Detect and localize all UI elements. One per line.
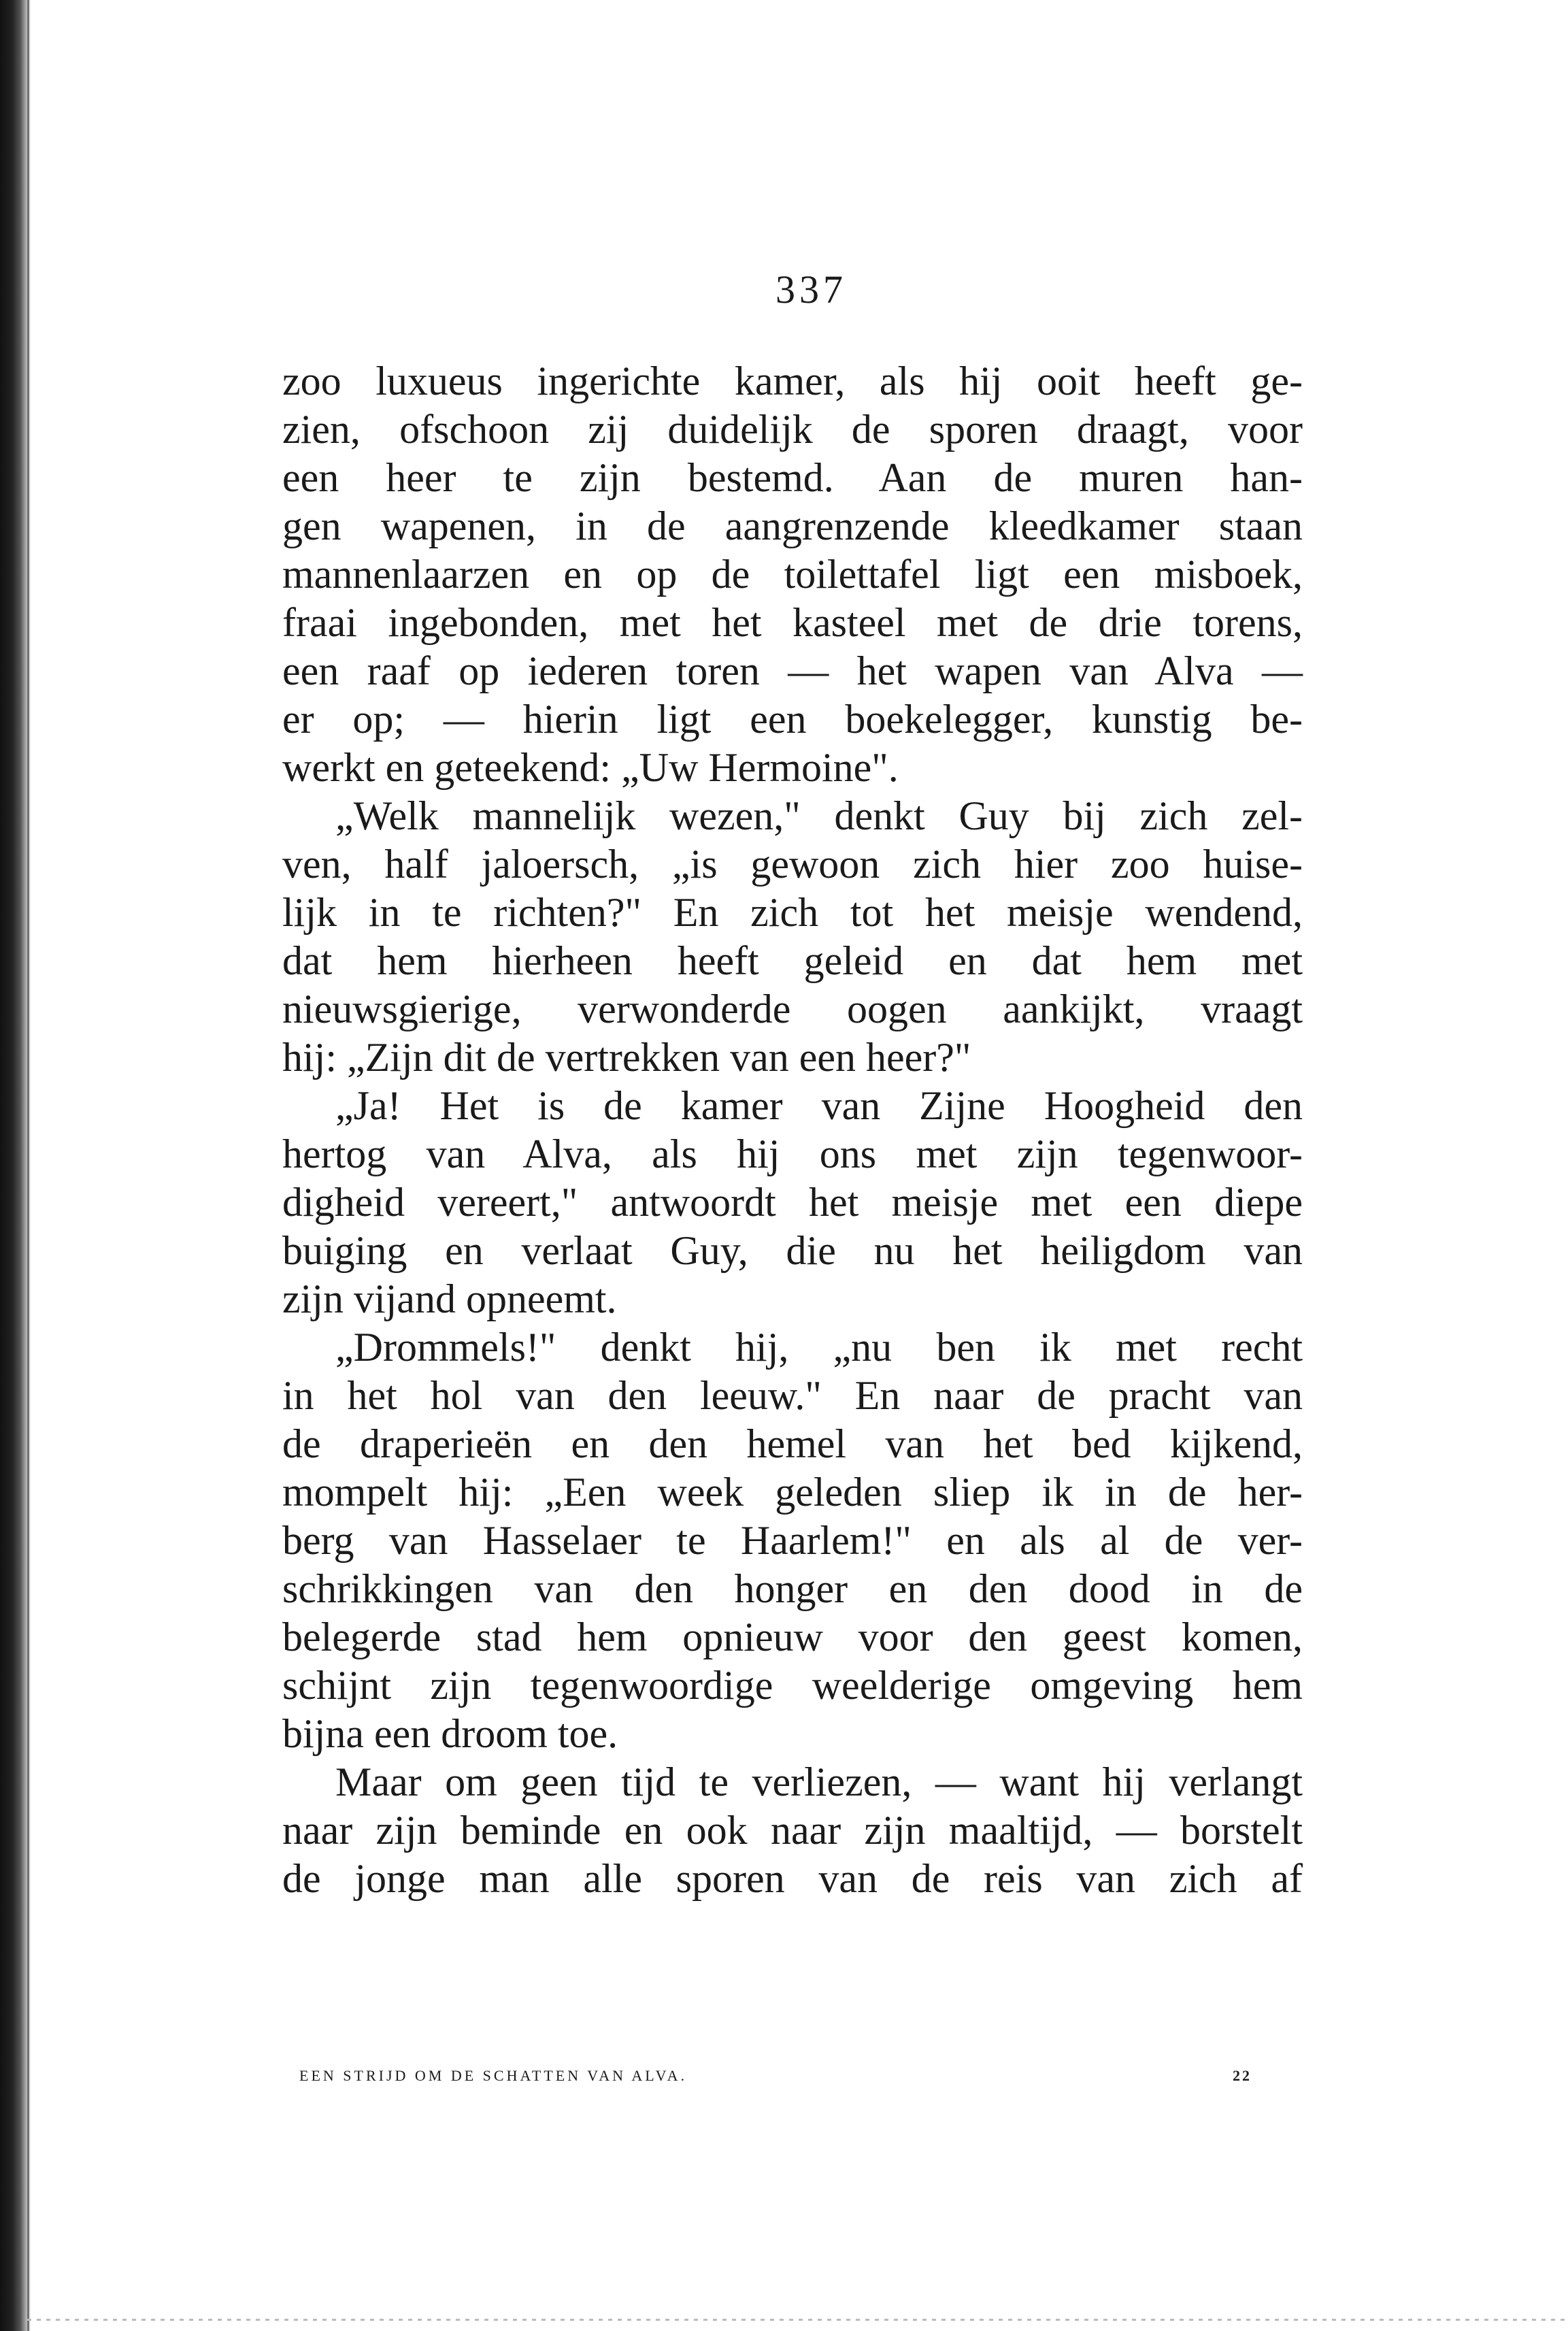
text-line: belegerde stad hem opnieuw voor den geest komen, (282, 1615, 1303, 1659)
book-gutter-line (27, 0, 29, 2331)
text-line: in het hol van den leeuw." En naar de pracht van (282, 1373, 1303, 1418)
text-line: er op; — hierin ligt een boekelegger, kunstig be- (282, 697, 1303, 742)
page-footer (299, 2067, 1306, 2094)
page-number: 337 (775, 267, 847, 312)
text-line: hij: „Zijn dit de vertrekken van een heer?" (282, 1035, 971, 1080)
text-line: zijn vijand opneemt. (282, 1276, 617, 1321)
text-line: gen wapenen, in de aangrenzende kleedkamer staan (282, 503, 1303, 548)
text-line: lijk in te richten?" En zich tot het meisje wendend, (282, 890, 1303, 935)
text-line: naar zijn beminde en ook naar zijn maaltijd, — borstelt (282, 1808, 1303, 1853)
text-line: digheid vereert," antwoordt het meisje met een diepe (282, 1180, 1303, 1225)
text-line: „Drommels!" denkt hij, „nu ben ik met recht (335, 1325, 1303, 1370)
text-line: berg van Hasselaer te Haarlem!" en als al de ver- (282, 1518, 1303, 1563)
text-line: een heer te zijn bestemd. Aan de muren han- (282, 455, 1303, 500)
text-line: mompelt hij: „Een week geleden sliep ik in de her- (282, 1470, 1303, 1515)
text-line: buiging en verlaat Guy, die nu het heiligdom van (282, 1228, 1303, 1273)
footer-book-title: EEN STRIJD OM DE SCHATTEN VAN ALVA. (299, 2067, 688, 2084)
text-line: de draperieën en den hemel van het bed kijkend, (282, 1421, 1303, 1466)
text-line: schijnt zijn tegenwoordige weelderige omgeving hem (282, 1663, 1303, 1708)
page-bottom-edge (27, 2319, 1568, 2321)
text-line: werkt en geteekend: „Uw Hermoine". (282, 745, 899, 790)
body-text (282, 357, 1303, 1903)
text-line: een raaf op iederen toren — het wapen van Alva — (282, 648, 1303, 693)
text-line: dat hem hierheen heeft geleid en dat hem met (282, 938, 1303, 983)
text-line: ven, half jaloersch, „is gewoon zich hier zoo huise- (282, 842, 1303, 887)
text-line: fraai ingebonden, met het kasteel met de drie torens, (282, 600, 1303, 645)
text-line: Maar om geen tijd te verliezen, — want hij verlangt (335, 1759, 1303, 1804)
text-line: nieuwsgierige, verwonderde oogen aankijkt, vraagt (282, 987, 1303, 1031)
text-line: mannenlaarzen en op de toilettafel ligt een misboek, (282, 552, 1303, 597)
text-line: „Welk mannelijk wezen," denkt Guy bij zich zel- (335, 793, 1303, 838)
text-line: hertog van Alva, als hij ons met zijn tegenwoor- (282, 1131, 1303, 1176)
text-line: schrikkingen van den honger en den dood in de (282, 1566, 1303, 1611)
text-line: zien, ofschoon zij duidelijk de sporen draagt, voor (282, 407, 1303, 452)
footer-signature-mark: 22 (1233, 2067, 1252, 2084)
text-line: „Ja! Het is de kamer van Zijne Hoogheid den (335, 1083, 1303, 1128)
text-line: de jonge man alle sporen van de reis van zich af (282, 1856, 1303, 1901)
text-line: zoo luxueus ingerichte kamer, als hij ooit heeft ge- (282, 359, 1303, 403)
text-line: bijna een droom toe. (282, 1711, 618, 1756)
